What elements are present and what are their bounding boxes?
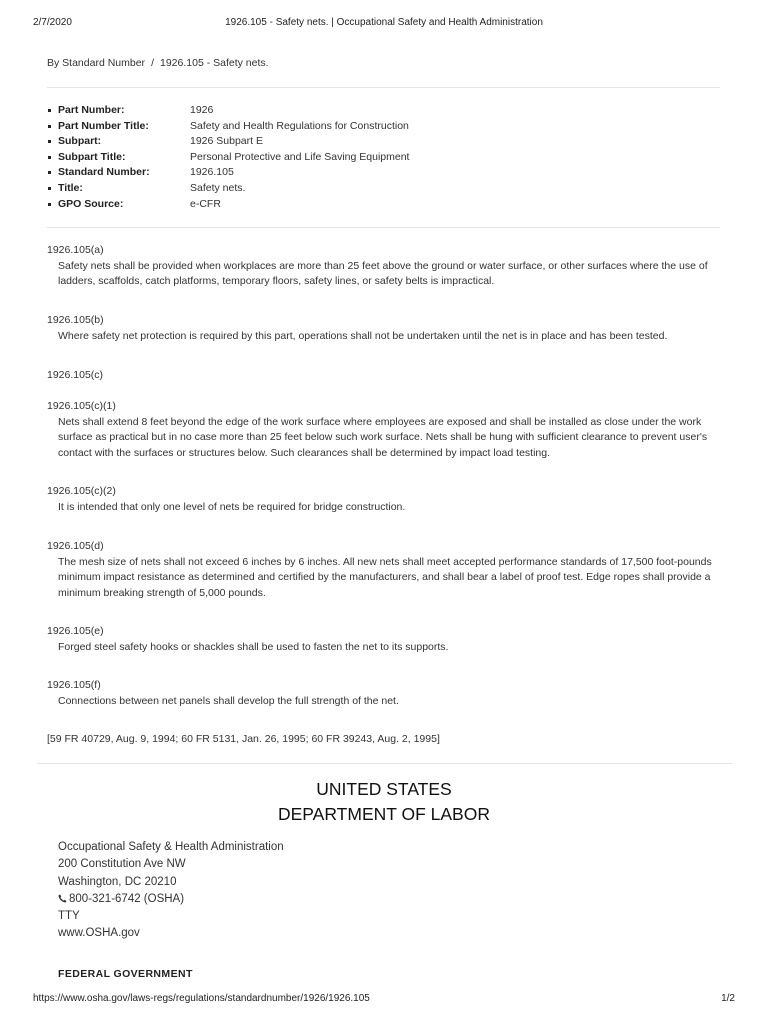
meta-value: 1926 — [190, 104, 214, 116]
section-text: Connections between net panels shall develop the full strength of the net. — [58, 694, 399, 707]
breadcrumb-current: 1926.105 - Safety nets. — [159, 57, 269, 69]
section-1926-105-a — [47, 243, 720, 290]
section-label: 1926.105(c)(2) — [47, 485, 116, 497]
meta-key: Part Number: — [58, 104, 125, 116]
section-label: 1926.105(e) — [47, 625, 104, 637]
dol-heading — [0, 777, 768, 827]
phone-line — [58, 891, 284, 908]
meta-key: GPO Source: — [58, 197, 124, 210]
meta-key: Title: — [58, 181, 83, 194]
meta-key: Part Number Title: — [58, 119, 149, 132]
federal-government-heading: FEDERAL GOVERNMENT — [58, 968, 193, 980]
section-label: 1926.105(d) — [47, 540, 104, 552]
bullet-icon — [48, 140, 51, 143]
breadcrumb-parent-link[interactable]: By Standard Number — [47, 57, 146, 69]
section-1926-105-d — [47, 539, 720, 601]
print-date: 2/7/2020 — [33, 17, 72, 28]
section-text: The mesh size of nets shall not exceed 6 inches by 6 inches. All new nets shall meet accepted performance standards of 17,500 foot-pounds minimum impact resistance as determined and certified by the manufacturers, and shall bear a label of proof test. Edge ropes shall provide a minimum breaking strength of 5,000 pounds. — [58, 555, 712, 599]
print-url: https://www.osha.gov/laws-regs/regulations/standardnumber/1926/1926.105 — [33, 993, 370, 1004]
breadcrumb — [47, 57, 269, 69]
section-text: Safety nets shall be provided when workplaces are more than 25 feet above the ground or water surface, or other surfaces where the use of ladders, scaffolds, catch platforms, temporary floors, safety lines, or safety belts is impractical. — [58, 259, 708, 287]
phone-number-link[interactable]: 800-321-6742 (OSHA) — [69, 892, 185, 905]
meta-key: Subpart Title: — [58, 150, 126, 163]
section-label: 1926.105(a) — [47, 244, 104, 256]
meta-value: 1926.105 — [190, 166, 234, 179]
section-1926-105-c — [47, 368, 720, 384]
meta-key: Standard Number: — [58, 166, 150, 179]
section-text: Forged steel safety hooks or shackles shall be used to fasten the net to its supports. — [58, 640, 449, 653]
section-1926-105-f — [47, 678, 720, 709]
tty-link[interactable]: TTY — [58, 910, 80, 923]
section-1926-105-e — [47, 624, 720, 655]
section-label: 1926.105(f) — [47, 679, 101, 691]
address-line: Occupational Safety & Health Administration — [58, 841, 284, 853]
federal-register-citation: [59 FR 40729, Aug. 9, 1994; 60 FR 5131, Jan. 26, 1995; 60 FR 39243, Aug. 2, 1995] — [47, 733, 440, 745]
section-text: Where safety net protection is required by this part, operations shall not be undertaken until the net is in place and has been tested. — [58, 329, 668, 342]
section-text: It is intended that only one level of nets be required for bridge construction. — [58, 500, 406, 513]
meta-value-link[interactable]: 1926 Subpart E — [190, 135, 263, 148]
phone-icon — [58, 894, 67, 903]
dol-line-department-of-labor: DEPARTMENT OF LABOR — [278, 804, 490, 824]
bullet-icon — [48, 109, 51, 112]
footer-divider — [37, 763, 732, 764]
meta-value: Personal Protective and Life Saving Equipment — [190, 150, 410, 163]
divider — [47, 87, 720, 88]
print-page-title: 1926.105 - Safety nets. | Occupational Safety and Health Administration — [225, 17, 543, 28]
website-link[interactable]: www.OSHA.gov — [58, 927, 140, 940]
breadcrumb-separator: / — [151, 57, 154, 69]
bullet-icon — [48, 187, 51, 190]
meta-value: Safety nets. — [190, 181, 246, 194]
section-label: 1926.105(c) — [47, 369, 104, 381]
dol-line-united-states: UNITED STATES — [316, 779, 452, 799]
section-label: 1926.105(c)(1) — [47, 400, 116, 412]
bullet-icon — [48, 156, 51, 159]
print-footer — [33, 993, 735, 1007]
section-label: 1926.105(b) — [47, 314, 104, 326]
bullet-icon — [48, 203, 51, 206]
bullet-icon — [48, 125, 51, 128]
print-header — [33, 17, 735, 31]
meta-value-link[interactable]: e-CFR — [190, 197, 221, 210]
meta-value: Safety and Health Regulations for Construction — [190, 119, 409, 132]
address-line: Washington, DC 20210 — [58, 875, 177, 888]
meta-key: Subpart: — [58, 135, 102, 148]
print-page-number: 1/2 — [721, 993, 735, 1004]
bullet-icon — [48, 171, 51, 174]
osha-contact-block — [58, 839, 284, 943]
section-text: Nets shall extend 8 feet beyond the edge of the work surface where employees are exposed and shall be installed as close under the work surface as practical but in no case more than 25 feet below such work surface. Nets shall be hung with sufficient clearance to prevent user's contact with the surfaces or structures below. Such clearances shall be determined by impact load testing. — [58, 415, 708, 459]
section-1926-105-c-2 — [47, 484, 720, 515]
address-line: 200 Constitution Ave NW — [58, 858, 186, 871]
section-1926-105-b — [47, 313, 720, 344]
divider — [47, 227, 720, 228]
section-1926-105-c-1 — [47, 399, 720, 461]
